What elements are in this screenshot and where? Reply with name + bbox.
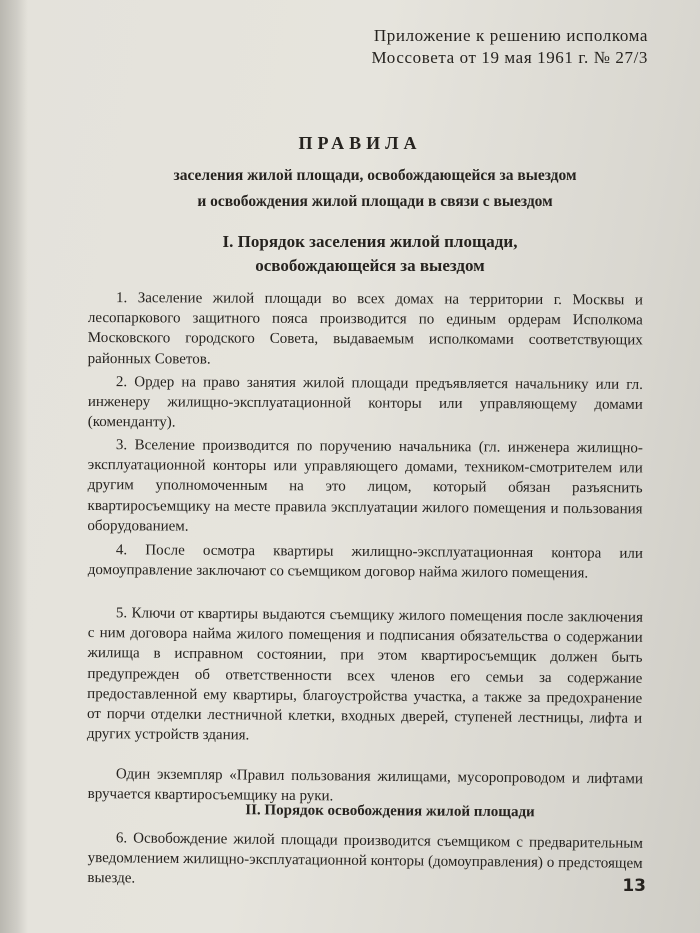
section-1-heading-line-2: освобождающейся за выездом <box>255 256 485 275</box>
document-subtitle-line-2: и освобождения жилой площади в связи с выездом <box>197 193 553 210</box>
attachment-note-line-1: Приложение к решению исполкома <box>373 26 648 45</box>
section-2-heading: II. Порядок освобождения жилой площади <box>245 802 535 821</box>
paragraph-1: 1. Заселение жилой площади во всех домах на территории г. Москвы и лесопаркового защитного пояса производится по единым ордерам Исполкома Московского городского Совета, выдаваемым исполкомами соответствующих районных Советов. <box>87 290 643 368</box>
document-subtitle-line-1: заселения жилой площади, освобождающейся за выездом <box>173 167 577 184</box>
paragraph-6: 6. Освобождение жилой площади производится съемщиком с предварительным уведомлением жилищно-эксплуатационной конторы (домоуправления) о предстоящем выезде. <box>87 830 643 887</box>
paragraph-5: 5. Ключи от квартиры выдаются съемщику жилого помещения после заключения с ним договора найма жилого помещения и подписания обязательства о содержании жилища в исправном состоянии, при этом квартиросъемщик должен быть предупрежден об ответственности всех членов его семьи за содержание предоставленной ему квартиры, благоустройства участка, а также за предохранение от порчи отделки лестничной клетки, входных дверей, ступеней лестницы, лифта и других устройств здания. <box>86 605 643 744</box>
paragraph-3: 3. Вселение производится по поручению начальника (гл. инженера жилищно-эксплуатационной конторы или управляющего домами, техником-смотрителем или другим уполномоченным на это лицом, который обязан разъяснить квартиросъемщику на месте правила эксплуатации жилого помещения и пользования оборудованием. <box>87 437 643 535</box>
attachment-note-line-2: Моссовета от 19 мая 1961 г. № 27/3 <box>371 48 648 67</box>
section-1-heading-line-1: I. Порядок заселения жилой площади, <box>222 232 518 251</box>
paragraph-rules-copy: Один экземпляр «Правил пользования жилищами, мусоропроводом и лифтами вручается квартиросъемщику на руки. <box>87 766 643 805</box>
paragraph-2: 2. Ордер на право занятия жилой площади предъявляется начальнику или гл. инженеру жилищно-эксплуатационной конторы или управляющему домами (коменданту). <box>87 374 643 431</box>
document-title: ПРАВИЛА <box>298 133 422 153</box>
page-number: 13 <box>622 876 646 896</box>
paragraph-4: 4. После осмотра квартиры жилищно-эксплуатационная контора или домоуправление заключают со съемщиком договор найма жилого помещения. <box>87 542 643 582</box>
